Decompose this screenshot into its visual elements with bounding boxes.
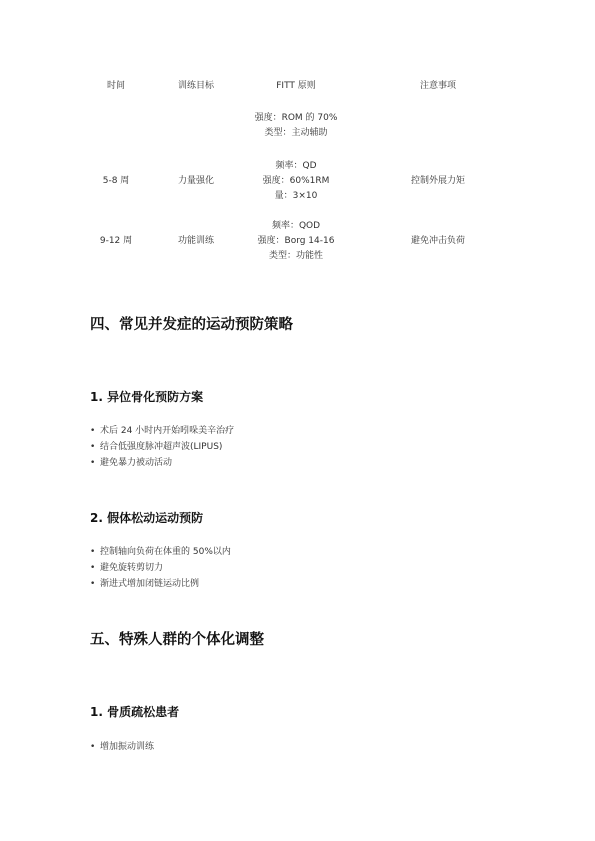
fitt-line: 量：3×10 <box>274 190 318 201</box>
cell-goal <box>156 96 236 148</box>
list-item: • 增加振动训练 <box>90 739 154 755</box>
fitt-line: 强度：Borg 14-16 <box>257 235 335 246</box>
cell-goal: 力量强化 <box>177 175 214 186</box>
table-header-row <box>76 76 520 96</box>
cell-fitt <box>236 148 356 214</box>
list-item: • 避免旋转剪切力 <box>90 560 231 576</box>
cell-note: 控制外展力矩 <box>410 175 465 186</box>
bullet-icon: • <box>90 579 96 589</box>
fitt-line: 频率：QD <box>275 160 317 171</box>
fitt-line: 类型：功能性 <box>268 250 323 261</box>
bullet-list <box>90 544 231 592</box>
bullet-list <box>90 739 154 755</box>
section-heading: 四、常见并发症的运动预防策略 <box>90 317 293 333</box>
table-row <box>76 214 520 268</box>
header-goal: 训练目标 <box>177 80 214 91</box>
subsection-heading: 1. 骨质疏松患者 <box>90 705 180 719</box>
bullet-list <box>90 423 234 471</box>
fitt-line: 类型：主动辅助 <box>264 128 328 138</box>
section-heading: 五、特殊人群的个体化调整 <box>90 632 264 648</box>
list-item: • 术后 24 小时内开始吲哚美辛治疗 <box>90 423 234 439</box>
fitt-line: 强度：ROM 的 70% <box>254 113 338 123</box>
subsection-heading: 2. 假体松动运动预防 <box>90 511 204 525</box>
bullet-icon: • <box>90 442 96 452</box>
list-item: • 结合低强度脉冲超声波(LIPUS) <box>90 439 234 455</box>
cell-fitt <box>236 96 356 148</box>
fitt-line: 频率：QOD <box>271 220 321 231</box>
table-row <box>76 148 520 214</box>
list-item: • 避免暴力被动活动 <box>90 455 234 471</box>
cell-fitt <box>236 214 356 268</box>
bullet-icon: • <box>90 547 96 557</box>
header-time: 时间 <box>106 80 125 91</box>
rehab-plan-table <box>76 76 520 268</box>
subsection-heading: 1. 异位骨化预防方案 <box>90 390 204 404</box>
table-row <box>76 96 520 148</box>
list-item: • 渐进式增加闭链运动比例 <box>90 576 231 592</box>
cell-note <box>356 96 520 148</box>
cell-time: 9-12 周 <box>99 235 133 246</box>
header-fitt: FITT 原则 <box>276 80 316 91</box>
fitt-line: 强度：60%1RM <box>262 175 330 186</box>
bullet-icon: • <box>90 563 96 573</box>
bullet-icon: • <box>90 742 96 752</box>
bullet-icon: • <box>90 458 96 468</box>
header-notes: 注意事项 <box>419 80 456 91</box>
cell-time <box>76 96 156 148</box>
list-item: • 控制轴向负荷在体重的 50%以内 <box>90 544 231 560</box>
cell-time: 5-8 周 <box>102 175 130 186</box>
cell-goal: 功能训练 <box>177 235 214 246</box>
bullet-icon: • <box>90 426 96 436</box>
cell-note: 避免冲击负荷 <box>410 235 465 246</box>
